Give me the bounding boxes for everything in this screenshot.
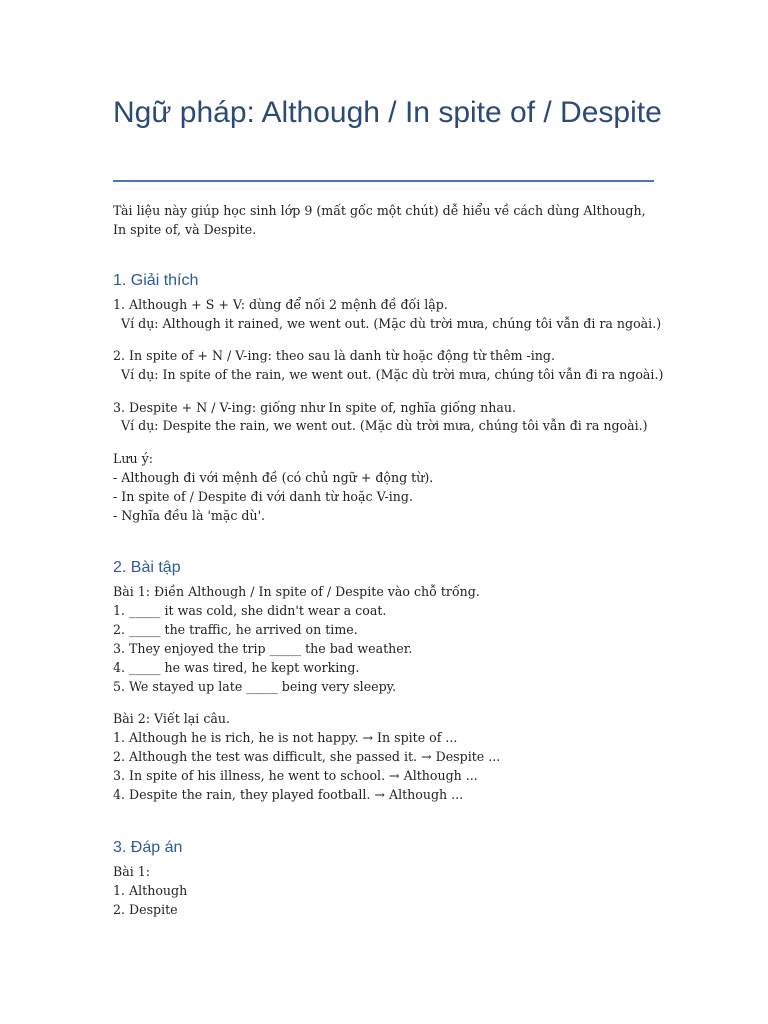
note-item: - In spite of / Despite đi với danh từ hoặc V-ing. <box>113 489 413 504</box>
exercise-2-item: 2. Although the test was difficult, she passed it. → Despite ... <box>113 749 501 764</box>
section-heading-explanation: 1. Giải thích <box>113 272 199 289</box>
answer-item: 1. Although <box>113 883 188 898</box>
answer-item: 2. Despite <box>113 902 178 917</box>
exercise-1-item: 2. _____ the traffic, he arrived on time. <box>113 622 358 637</box>
exercise-1-item: 3. They enjoyed the trip _____ the bad weather. <box>113 641 413 656</box>
answers-subtitle: Bài 1: <box>113 864 151 879</box>
example-in-spite-of: Ví dụ: In spite of the rain, we went out. (Mặc dù trời mưa, chúng tôi vẫn đi ra ngoài.) <box>121 367 664 382</box>
section-heading-answers: 3. Đáp án <box>113 839 183 856</box>
exercise-1-item: 4. _____ he was tired, he kept working. <box>113 660 360 675</box>
page-title: Ngữ pháp: Although / In spite of / Despite <box>113 96 662 129</box>
section-heading-exercises: 2. Bài tập <box>113 559 181 576</box>
rule-despite: 3. Despite + N / V-ing: giống như In spite of, nghĩa giống nhau. <box>113 400 517 415</box>
rule-although: 1. Although + S + V: dùng để nối 2 mệnh đề đối lập. <box>113 297 448 312</box>
note-item: - Nghĩa đều là 'mặc dù'. <box>113 508 266 523</box>
note-item: - Although đi với mệnh đề (có chủ ngữ + động từ). <box>113 470 434 485</box>
exercise-2-item: 1. Although he is rich, he is not happy. → In spite of ... <box>113 730 458 745</box>
intro-paragraph: Tài liệu này giúp học sinh lớp 9 (mất gốc một chút) dễ hiểu về cách dùng Although, In spite of, và Despite. <box>113 203 646 237</box>
note-title: Lưu ý: <box>113 451 153 466</box>
exercise-2-title: Bài 2: Viết lại câu. <box>113 711 231 726</box>
exercise-2-item: 3. In spite of his illness, he went to school. → Although ... <box>113 768 478 783</box>
example-although: Ví dụ: Although it rained, we went out. (Mặc dù trời mưa, chúng tôi vẫn đi ra ngoài.) <box>121 316 662 331</box>
exercise-1-item: 5. We stayed up late _____ being very sleepy. <box>113 679 397 694</box>
title-divider <box>113 180 654 182</box>
exercise-2-item: 4. Despite the rain, they played football. → Although ... <box>113 787 464 802</box>
example-despite: Ví dụ: Despite the rain, we went out. (Mặc dù trời mưa, chúng tôi vẫn đi ra ngoài.) <box>121 418 648 433</box>
rule-in-spite-of: 2. In spite of + N / V-ing: theo sau là danh từ hoặc động từ thêm -ing. <box>113 348 555 363</box>
exercise-1-title: Bài 1: Điền Although / In spite of / Despite vào chỗ trống. <box>113 584 480 599</box>
exercise-1-item: 1. _____ it was cold, she didn't wear a coat. <box>113 603 387 618</box>
